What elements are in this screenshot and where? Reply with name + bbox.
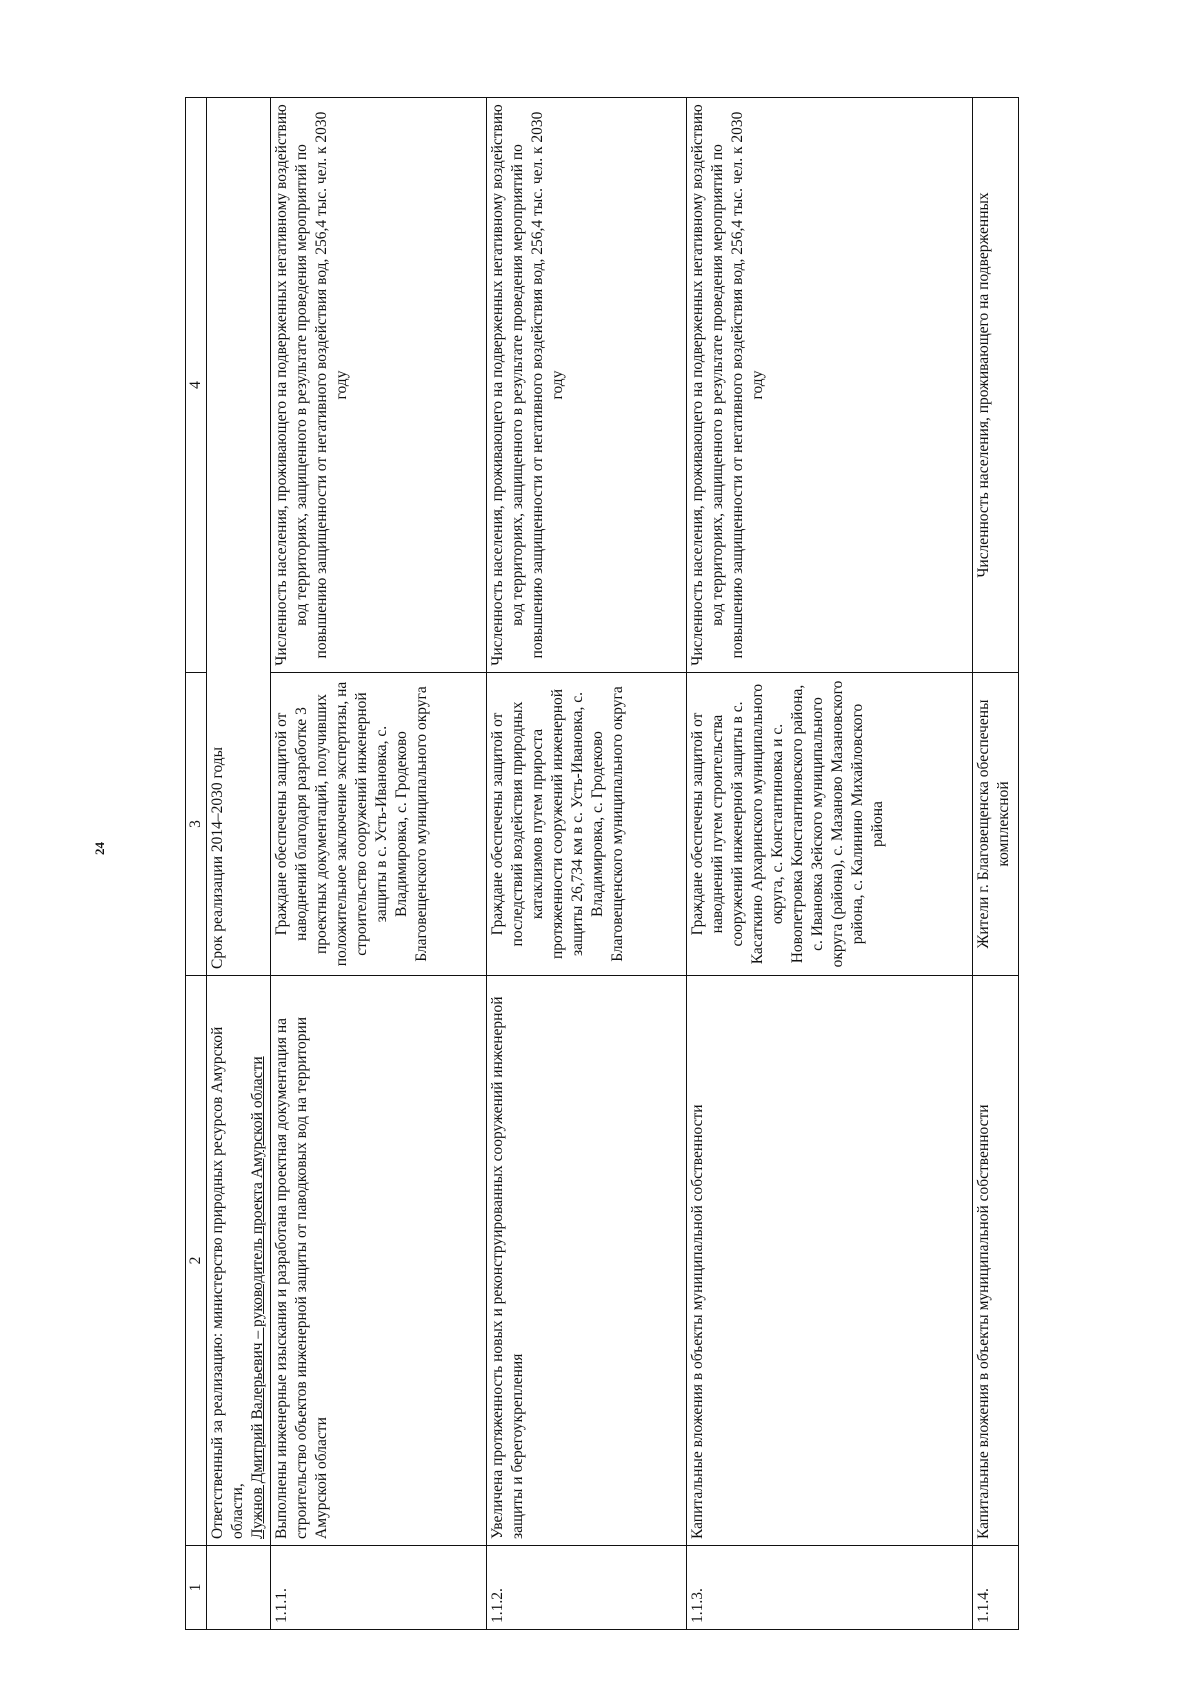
table-row xyxy=(487,98,687,1630)
task-cell: Капитальные вложения в объекты муниципальной собственности xyxy=(973,976,1019,1546)
indicator-cell: Численность населения, проживающего на подверженных негативному воздействию вод территориях, защищенного в результате проведения мероприятий по повышению защищенности от негативного воздействия вод, 256,4 тыс. чел. к 2030 году xyxy=(271,98,487,673)
row-number: 1.1.2. xyxy=(487,1546,687,1630)
header-col-2: 2 xyxy=(186,976,207,1546)
document-page xyxy=(185,98,1065,1630)
row-number: 1.1.4. xyxy=(973,1546,1019,1630)
effect-cell: Граждане обеспечены защитой от наводнений путем строительства сооружений инженерной защиты в с. Касаткино Архаринского муниципального округа, с. Константиновка и с. Новопетровка Константиновского района, с. Ивановка Зейского муниципального округа (района), с. Мазаново Мазановского района, с. Калинино Михайловского района xyxy=(687,673,973,976)
effect-cell: Жители г. Благовещенска обеспечены комплексной xyxy=(973,673,1019,976)
indicator-cell: Численность населения, проживающего на подверженных xyxy=(973,98,1019,673)
task-cell: Увеличена протяженность новых и реконструированных сооружений инженерной защиты и берегоукрепления xyxy=(487,976,687,1546)
task-cell: Выполнены инженерные изыскания и разработана проектная документация на строительство объектов инженерной защиты от паводковых вод на территории Амурской области xyxy=(271,976,487,1546)
responsible-row xyxy=(207,98,271,1630)
header-row xyxy=(186,98,207,1630)
page-number: 24 xyxy=(92,842,107,855)
header-col-1: 1 xyxy=(186,1546,207,1630)
header-col-4: 4 xyxy=(186,98,207,673)
term-cell: Срок реализации 2014–2030 годы xyxy=(207,98,271,976)
program-table xyxy=(185,97,1019,1630)
responsible-num-cell xyxy=(207,1546,271,1630)
responsible-line-2: области, xyxy=(229,1483,246,1539)
indicator-cell: Численность населения, проживающего на подверженных негативному воздействию вод территориях, защищенного в результате проведения мероприятий по повышению защищенности от негативного воздействия вод, 256,4 тыс. чел. к 2030 году xyxy=(487,98,687,673)
indicator-cell: Численность населения, проживающего на подверженных негативному воздействию вод территориях, защищенного в результате проведения мероприятий по повышению защищенности от негативного воздействия вод, 256,4 тыс. чел. к 2030 году xyxy=(687,98,973,673)
table-row xyxy=(973,98,1019,1630)
header-col-3: 3 xyxy=(186,673,207,976)
row-number: 1.1.1. xyxy=(271,1546,487,1630)
responsible-line-3: Лужнов Дмитрий Валерьевич – руководитель проекта Амурской области xyxy=(249,1056,266,1539)
task-cell: Капитальные вложения в объекты муниципальной собственности xyxy=(687,976,973,1546)
effect-cell: Граждане обеспечены защитой от наводнений благодаря разработке 3 проектных документаций, получивших положительное заключение экспертизы, на строительство сооружений инженерной защиты в с. Усть-Ивановка, с. Владимировка, с. Гродеково Благовещенского муниципального округа xyxy=(271,673,487,976)
table-row xyxy=(687,98,973,1630)
responsible-cell xyxy=(207,976,271,1546)
effect-cell: Граждане обеспечены защитой от последствий воздействия природных катаклизмов путем прироста протяженности сооружений инженерной защиты 26,734 км в с. Усть-Ивановка, с. Владимировка, с. Гродеково Благовещенского муниципального округа xyxy=(487,673,687,976)
responsible-line-1: Ответственный за реализацию: министерство природных ресурсов Амурской xyxy=(209,1026,226,1539)
row-number: 1.1.3. xyxy=(687,1546,973,1630)
table-row xyxy=(271,98,487,1630)
